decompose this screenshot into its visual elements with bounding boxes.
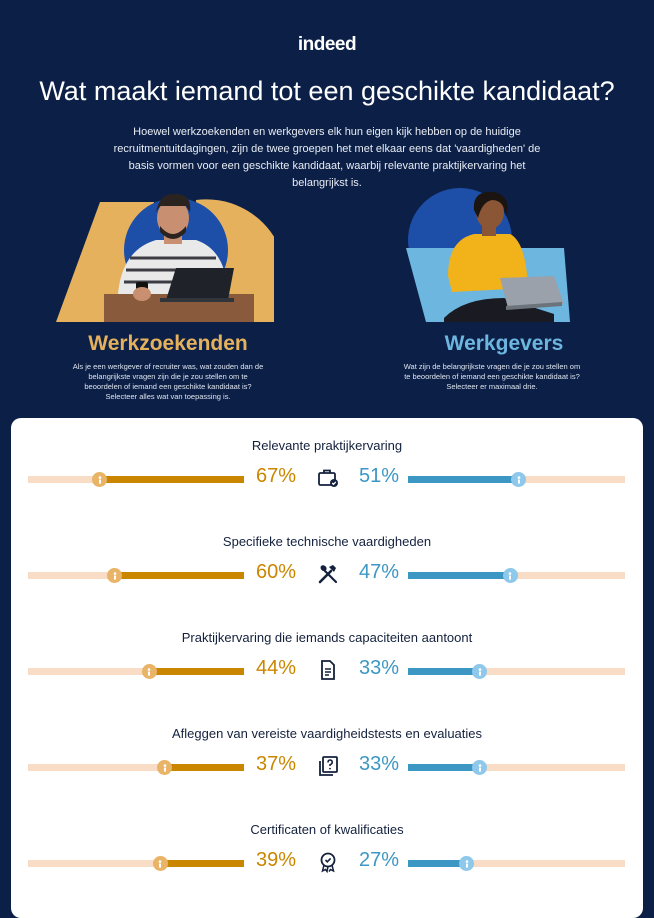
werkgevers-track (408, 668, 625, 675)
werkzoekenden-value: 67% (256, 465, 297, 487)
werkgevers-track (408, 860, 625, 867)
werkgevers-bar (408, 668, 479, 675)
category-label: Afleggen van vereiste vaardigheidstests en evaluaties (171, 726, 483, 741)
werkzoekenden-title: Werkzoekenden (88, 332, 248, 355)
werkgevers-title: Werkgevers (444, 332, 564, 355)
werkzoekenden-marker (157, 760, 172, 775)
category-label: Specifieke technische vaardigheden (222, 534, 432, 549)
werkgevers-marker (472, 664, 487, 679)
comparison-row (0, 822, 654, 882)
werkzoekenden-bar (114, 572, 244, 579)
werkzoekenden-bar (164, 764, 244, 771)
werkgevers-marker (459, 856, 474, 871)
werkzoekenden-bar (160, 860, 244, 867)
werkgevers-track (408, 572, 625, 579)
werkgevers-marker (511, 472, 526, 487)
comparison-row (0, 726, 654, 786)
werkgevers-value: 33% (359, 657, 400, 679)
document-icon (316, 658, 340, 682)
werkzoekenden-bar (99, 476, 244, 483)
werkgevers-track (408, 764, 625, 771)
werkzoekenden-marker (92, 472, 107, 487)
werkzoekenden-track (28, 572, 244, 579)
werkgevers-track (408, 476, 625, 483)
werkgevers-marker (503, 568, 518, 583)
werkgevers-marker (472, 760, 487, 775)
briefcase-check-icon (316, 466, 340, 490)
werkzoekenden-track (28, 476, 244, 483)
comparison-row (0, 438, 654, 498)
certificate-icon (316, 850, 340, 874)
category-label: Certificaten of kwalificaties (250, 822, 404, 837)
werkzoekenden-marker (107, 568, 122, 583)
werkgevers-bar (408, 476, 518, 483)
werkzoekenden-track (28, 764, 244, 771)
werkgevers-bar (408, 764, 479, 771)
werkzoekenden-marker (142, 664, 157, 679)
comparison-row (0, 534, 654, 594)
job-seeker-illustration (56, 190, 274, 322)
werkzoekenden-bar (149, 668, 244, 675)
werkgevers-bar (408, 572, 510, 579)
category-label: Praktijkervaring die iemands capaciteiten aantoont (181, 630, 473, 645)
werkgevers-value: 51% (359, 465, 400, 487)
employer-illustration (404, 188, 576, 324)
question-test-icon (316, 754, 340, 778)
werkzoekenden-value: 39% (256, 849, 297, 871)
werkzoekenden-value: 60% (256, 561, 297, 583)
page-title: Wat maakt iemand tot een geschikte kandidaat? (39, 76, 615, 106)
werkzoekenden-question: Als je een werkgever of recruiter was, wat zouden dan de belangrijkste vragen zijn die je zou stellen om te beoordelen of iemand een geschikte kandidaat is? Selecteer alles wat van toepassing is. (72, 362, 264, 401)
werkgevers-value: 47% (359, 561, 400, 583)
werkgevers-question: Wat zijn de belangrijkste vragen die je zou stellen om te beoordelen of iemand een geschikte kandidaat is? Selecteer er maximaal drie. (403, 362, 581, 391)
werkzoekenden-value: 44% (256, 657, 297, 679)
werkgevers-value: 27% (359, 849, 400, 871)
indeed-logo: indeed (297, 34, 357, 55)
tools-icon (316, 562, 340, 586)
werkzoekenden-marker (153, 856, 168, 871)
werkgevers-bar (408, 860, 466, 867)
werkzoekenden-track (28, 668, 244, 675)
werkzoekenden-track (28, 860, 244, 867)
werkgevers-value: 33% (359, 753, 400, 775)
category-label: Relevante praktijkervaring (251, 438, 403, 453)
intro-text: Hoewel werkzoekenden en werkgevers elk hun eigen kijk hebben op de huidige recruitmentuitdagingen, zijn de twee groepen het met elkaar eens dat 'vaardigheden' de basis vormen voor een geschikte kandidaat, waarbij relevante praktijkervaring het belangrijkst is. (113, 126, 541, 189)
werkzoekenden-value: 37% (256, 753, 297, 775)
comparison-row (0, 630, 654, 690)
